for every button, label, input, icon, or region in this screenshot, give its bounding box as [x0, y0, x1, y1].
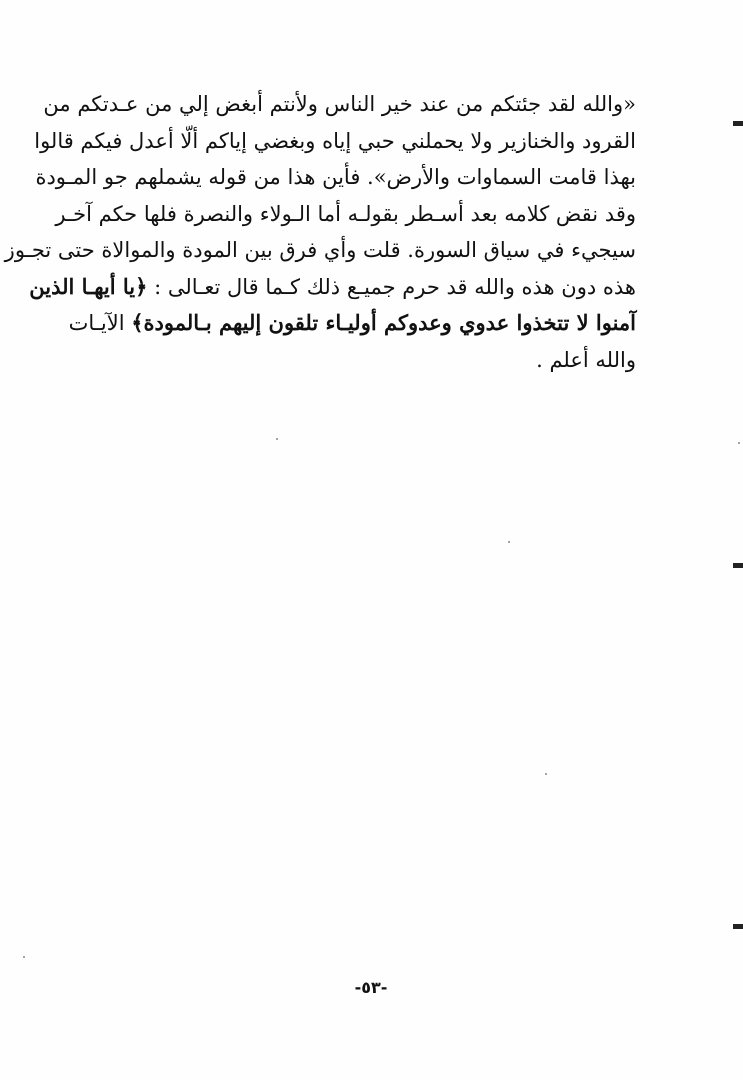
- edge-mark-top: [733, 121, 743, 126]
- edge-mark-bottom: [733, 924, 743, 929]
- quran-verse-start: ﴿يا أيهـا الذين: [29, 273, 148, 299]
- scan-speck: [276, 438, 278, 440]
- scan-speck: [508, 541, 510, 543]
- text-line-7-normal: الآيـات: [68, 311, 132, 335]
- text-line-6: [29, 269, 636, 306]
- text-line-3: بهذا قامت السماوات والأرض». فأين هذا من قوله يشملهم جو المـودة: [35, 165, 636, 189]
- scan-speck: [738, 442, 740, 444]
- quran-verse-end: آمنوا لا تتخذوا عدوي وعدوكم أوليـاء تلقون إليهم بـالمودة﴾: [131, 310, 636, 335]
- text-line-6-normal: هذه دون هذه والله قد حرم جميـع ذلك كـما قال تعـالى :: [147, 274, 636, 299]
- page-number: -٥٣-: [354, 978, 388, 997]
- text-line-2: القرود والخنازير ولا يحملني حبي إياه وبغضي إياكم ألّا أعدل فيكم قالوا: [34, 128, 636, 153]
- scan-speck: [23, 956, 25, 958]
- text-line-7: [68, 305, 636, 342]
- scan-speck: [545, 773, 547, 775]
- body-text: [4, 86, 636, 378]
- text-line-1: «والله لقد جئتكم من عند خير الناس ولأنتم أبغض إلي من عـدتكم من: [43, 92, 636, 116]
- text-line-4: وقد نقض كلامه بعد أسـطر بقولـه أما الـولاء والنصرة فلها حكم آخـر: [55, 201, 636, 226]
- text-line-5: سيجيء في سياق السورة. قلت وأي فرق بين المودة والموالاة حتى تجـوز: [4, 238, 636, 262]
- edge-mark-middle: [733, 563, 743, 568]
- text-line-8: والله أعلم .: [536, 347, 636, 372]
